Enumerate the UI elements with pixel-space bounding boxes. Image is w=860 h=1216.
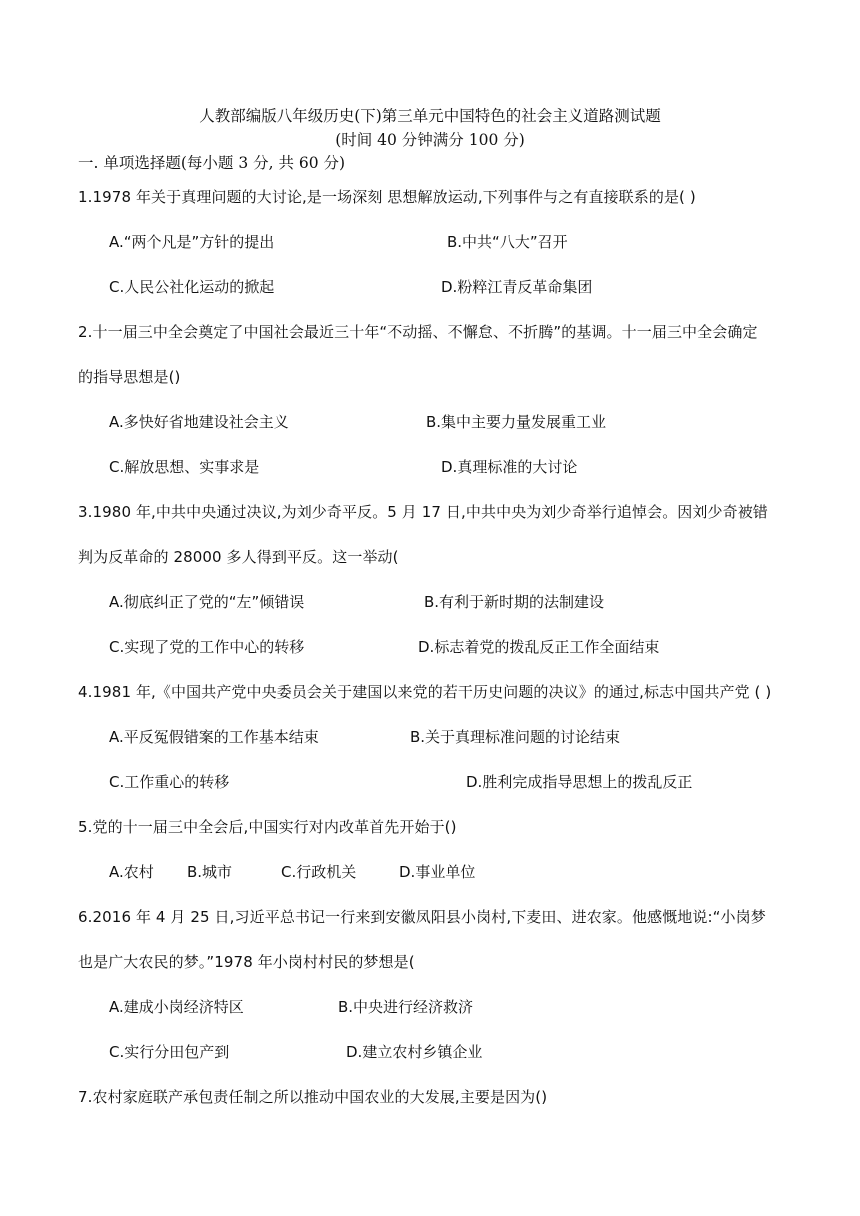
question-2-option-d: D.真理标准的大讨论 — [441, 458, 578, 476]
question-5-stem: 5.党的十一届三中全会后,中国实行对内改革首先开始于() — [78, 818, 457, 836]
question-5-option-c: C.行政机关 — [281, 863, 357, 881]
question-3-option-c: C.实现了党的工作中心的转移 — [109, 638, 305, 656]
question-3-stem-line-2: 判为反革命的 28000 多人得到平反。这一举动( — [78, 548, 399, 566]
question-6-option-d: D.建立农村乡镇企业 — [346, 1043, 483, 1061]
question-1-option-b: B.中共“八大”召开 — [447, 233, 568, 251]
section-heading: 一. 单项选择题(每小题 3 分, 共 60 分) — [78, 154, 346, 172]
question-2-option-a: A.多快好省地建设社会主义 — [109, 413, 289, 431]
question-5-option-a: A.农村 — [109, 863, 154, 881]
question-2-option-c: C.解放思想、实事求是 — [109, 458, 260, 476]
question-6-option-b: B.中央进行经济救济 — [338, 998, 474, 1016]
question-3-stem-line-1: 3.1980 年,中共中央通过决议,为刘少奇平反。5 月 17 日,中共中央为刘少奇举行追悼会。因刘少奇被错 — [78, 503, 768, 521]
question-3-option-a: A.彻底纠正了党的“左”倾错误 — [109, 593, 305, 611]
question-2-option-b: B.集中主要力量发展重工业 — [426, 413, 607, 431]
exam-subtitle: (时间 40 分钟满分 100 分) — [335, 131, 525, 149]
question-6-option-c: C.实行分田包产到 — [109, 1043, 230, 1061]
question-1-option-a: A.“两个凡是”方针的提出 — [109, 233, 275, 251]
question-1-option-d: D.粉粹江青反革命集团 — [441, 278, 593, 296]
question-1-option-c: C.人民公社化运动的掀起 — [109, 278, 275, 296]
question-5-option-d: D.事业单位 — [399, 863, 476, 881]
question-4-option-b: B.关于真理标准问题的讨论结束 — [410, 728, 621, 746]
question-4-stem: 4.1981 年,《中国共产党中央委员会关于建国以来党的若干历史问题的决议》的通过,标志中国共产党 ( ) — [78, 683, 772, 701]
exam-title: 人教部编版八年级历史(下)第三单元中国特色的社会主义道路测试题 — [199, 107, 661, 125]
question-4-option-d: D.胜利完成指导思想上的拨乱反正 — [466, 773, 693, 791]
question-2-stem-line-1: 2.十一届三中全会奠定了中国社会最近三十年“不动摇、不懈怠、不折腾”的基调。十一届三中全会确定 — [78, 323, 758, 341]
question-6-option-a: A.建成小岗经济特区 — [109, 998, 244, 1016]
question-6-stem-line-2: 也是广大农民的梦。”1978 年小岗村村民的梦想是( — [78, 953, 415, 971]
question-1-stem: 1.1978 年关于真理问题的大讨论,是一场深刻 思想解放运动,下列事件与之有直接联系的是( ) — [78, 188, 696, 206]
question-3-option-d: D.标志着党的拨乱反正工作全面结束 — [418, 638, 660, 656]
question-7-stem: 7.农村家庭联产承包责任制之所以推动中国农业的大发展,主要是因为() — [78, 1088, 548, 1106]
question-4-option-c: C.工作重心的转移 — [109, 773, 230, 791]
question-3-option-b: B.有利于新时期的法制建设 — [424, 593, 605, 611]
question-4-option-a: A.平反冤假错案的工作基本结束 — [109, 728, 319, 746]
question-2-stem-line-2: 的指导思想是() — [78, 368, 181, 386]
question-6-stem-line-1: 6.2016 年 4 月 25 日,习近平总书记一行来到安徽凤阳县小岗村,下麦田、进农家。他感慨地说:“小岗梦 — [78, 908, 766, 926]
question-5-option-b: B.城市 — [187, 863, 233, 881]
